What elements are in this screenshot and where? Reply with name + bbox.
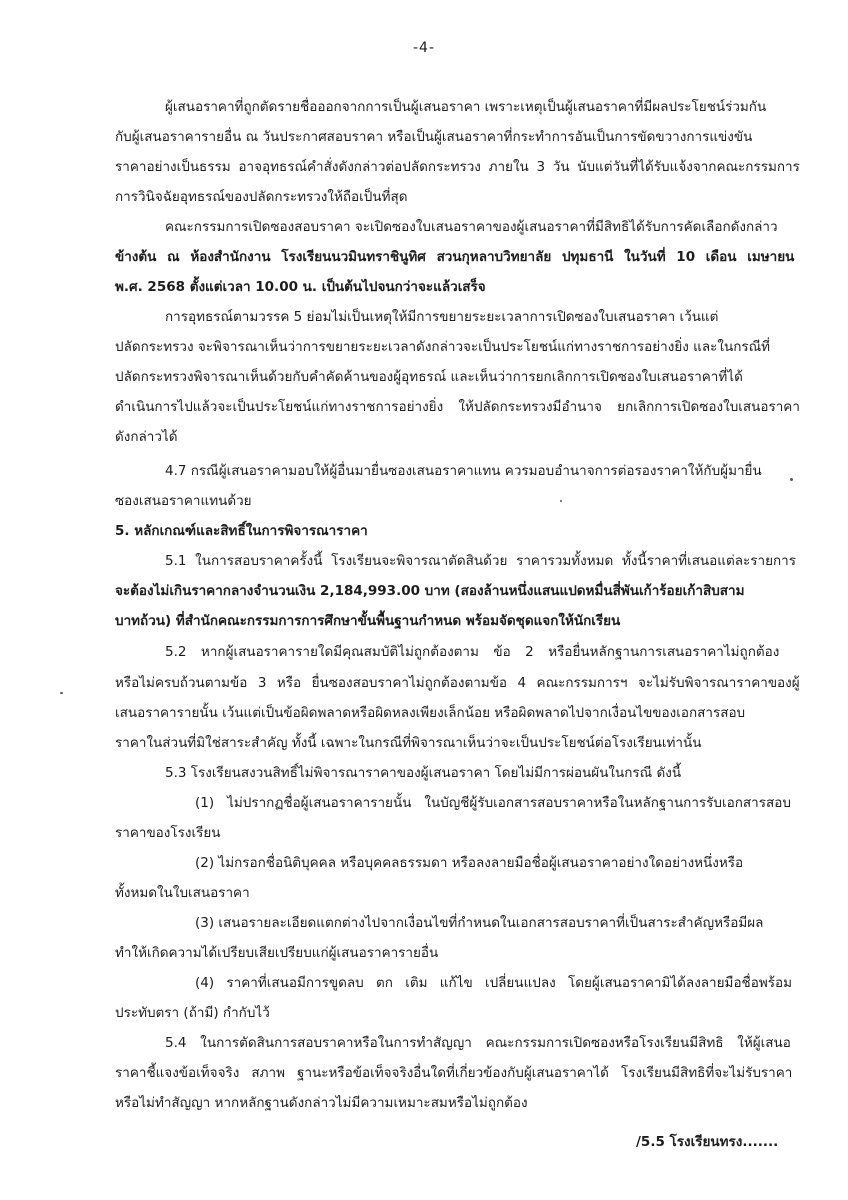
text-line: 4.7 กรณีผู้เสนอราคามอบให้ผู้อื่นมายื่นซองเสนอราคาแทน ควรมอบอำนาจการต่อรองราคาให้กับผู้มายื่น [165,463,762,479]
text-line: ปลัดกระทรวงพิจารณาเห็นด้วยกับคำคัดค้านของผู้อุทธรณ์ และเห็นว่าการยกเลิกการเปิดซองใบเสนอราคาที่ได้ [115,369,743,385]
text-line: ซองเสนอราคาแทนด้วย [115,493,252,509]
text-line: คณะกรรมการเปิดซองสอบราคา จะเปิดซองใบเสนอราคาของผู้เสนอราคาที่มีสิทธิได้รับการคัดเลือกดังกล่าว [165,219,778,235]
scan-speck [790,478,793,481]
text-line: ราคาของโรงเรียน [115,825,221,841]
text-line: พ.ศ. 2568 ตั้งแต่เวลา 10.00 น. เป็นต้นไปจนกว่าจะแล้วเสร็จ [115,279,486,295]
text-line: (1) ไม่ปรากฏชื่อผู้เสนอราคารายนั้น ในบัญชีผู้รับเอกสารสอบราคาหรือในหลักฐานการรับเอกสารสอบ [195,795,791,811]
text-line: 5.2 หากผู้เสนอราคารายใดมีคุณสมบัติไม่ถูกต้องตาม ข้อ 2 หรือยื่นหลักฐานการเสนอราคาไม่ถูกต้อง [165,644,780,660]
scan-speck [60,692,63,694]
text-line: ราคาชี้แจงข้อเท็จจริง สภาพ ฐานะหรือข้อเท็จจริงอื่นใดที่เกี่ยวข้องกับผู้เสนอราคาได้ โรงเรียนมีสิทธิที่จะไม่รับราคา [115,1065,793,1081]
text-line: การอุทธรณ์ตามวรรค 5 ย่อมไม่เป็นเหตุให้มีการขยายระยะเวลาการเปิดซองใบเสนอราคา เว้นแต่ [165,309,719,325]
scan-speck [560,500,562,502]
text-line: 5. หลักเกณฑ์และสิทธิ์ในการพิจารณาราคา [115,523,368,539]
text-line: หรือไม่ทำสัญญา หากหลักฐานดังกล่าวไม่มีความเหมาะสมหรือไม่ถูกต้อง [115,1095,528,1111]
text-line: บาทถ้วน) ที่สำนักคณะกรรมการการศึกษาขั้นพื้นฐานกำหนด พร้อมจัดชุดแจกให้นักเรียน [115,613,621,629]
text-line: ประทับตรา (ถ้ามี) กำกับไว้ [115,1005,270,1021]
text-line: เสนอราคารายนั้น เว้นแต่เป็นข้อผิดพลาดหรือผิดหลงเพียงเล็กน้อย หรือผิดพลาดไปจากเงื่อนไขของเอกสารสอบ [115,705,746,721]
text-line: ทำให้เกิดความได้เปรียบเสียเปรียบแก่ผู้เสนอราคารายอื่น [115,945,439,961]
text-line: ราคาอย่างเป็นธรรม อาจอุทธรณ์คำสั่งดังกล่าวต่อปลัดกระทรวง ภายใน 3 วัน นับแต่วันที่ได้รับแจ้งจากคณะกรรมการ [115,159,800,175]
text-line: จะต้องไม่เกินราคากลางจำนวนเงิน 2,184,993.00 บาท (สองล้านหนึ่งแสนแปดหมื่นสี่พันเก้าร้อยเก้าสิบสาม [115,583,745,599]
text-line: กับผู้เสนอราคารายอื่น ณ วันประกาศสอบราคา หรือเป็นผู้เสนอราคาที่กระทำการอันเป็นการขัดขวางการแข่งขัน [115,129,753,145]
text-line: ข้างต้น ณ ห้องสำนักงาน โรงเรียนนวมินทราชินูทิศ สวนกุหลาบวิทยาลัย ปทุมธานี ในวันที่ 10 เดือน เมษายน [115,249,795,265]
text-line: ปลัดกระทรวง จะพิจารณาเห็นว่าการขยายระยะเวลาดังกล่าวจะเป็นประโยชน์แก่ทางราชการอย่างยิ่ง และในกรณีที่ [115,339,771,355]
text-line: (3) เสนอรายละเอียดแตกต่างไปจากเงื่อนไขที่กำหนดในเอกสารสอบราคาที่เป็นสาระสำคัญหรือมีผล [195,915,764,931]
text-line: ดังกล่าวได้ [115,429,178,445]
continuation-note: /5.5 โรงเรียนทรง....... [636,1134,779,1150]
text-line: ทั้งหมดในใบเสนอราคา [115,885,250,901]
text-line: ผู้เสนอราคาที่ถูกตัดรายชื่อออกจากการเป็นผู้เสนอราคา เพราะเหตุเป็นผู้เสนอราคาที่มีผลประโยชน์ร่วมกัน [165,99,767,115]
text-line: การวินิจฉัยอุทธรณ์ของปลัดกระทรวงให้ถือเป็นที่สุด [115,189,408,205]
page-number: -4- [412,40,435,56]
text-line: ดำเนินการไปแล้วจะเป็นประโยชน์แก่ทางราชการอย่างยิ่ง ให้ปลัดกระทรวงมีอำนาจ ยกเลิกการเปิดซองใบเสนอราคา [115,399,800,415]
text-line: ราคาในส่วนที่มิใช่สาระสำคัญ ทั้งนี้ เฉพาะในกรณีที่พิจารณาเห็นว่าจะเป็นประโยชน์ต่อโรงเรียนเท่านั้น [115,735,702,751]
text-line: 5.3 โรงเรียนสงวนสิทธิ์ไม่พิจารณาราคาของผู้เสนอราคา โดยไม่มีการผ่อนผันในกรณี ดังนี้ [165,765,682,781]
text-line: 5.1 ในการสอบราคาครั้งนี้ โรงเรียนจะพิจารณาตัดสินด้วย ราคารวมทั้งหมด ทั้งนี้ราคาที่เสนอแต่ละรายการ [165,553,797,569]
text-line: 5.4 ในการตัดสินการสอบราคาหรือในการทำสัญญา คณะกรรมการเปิดซองหรือโรงเรียนมีสิทธิ ให้ผู้เสนอ [165,1035,791,1051]
text-line: หรือไม่ครบถ้วนตามข้อ 3 หรือ ยื่นซองสอบราคาไม่ถูกต้องตามข้อ 4 คณะกรรมการฯ จะไม่รับพิจารณาราคาของผู้ [115,675,800,691]
text-line: (4) ราคาที่เสนอมีการขูดลบ ตก เติม แก้ไข เปลี่ยนแปลง โดยผู้เสนอราคามิได้ลงลายมือชื่อพร้อม [195,975,792,991]
text-line: (2) ไม่กรอกชื่อนิติบุคคล หรือบุคคลธรรมดา หรือลงลายมือชื่อผู้เสนอราคาอย่างใดอย่างหนึ่งหรือ [195,855,744,871]
